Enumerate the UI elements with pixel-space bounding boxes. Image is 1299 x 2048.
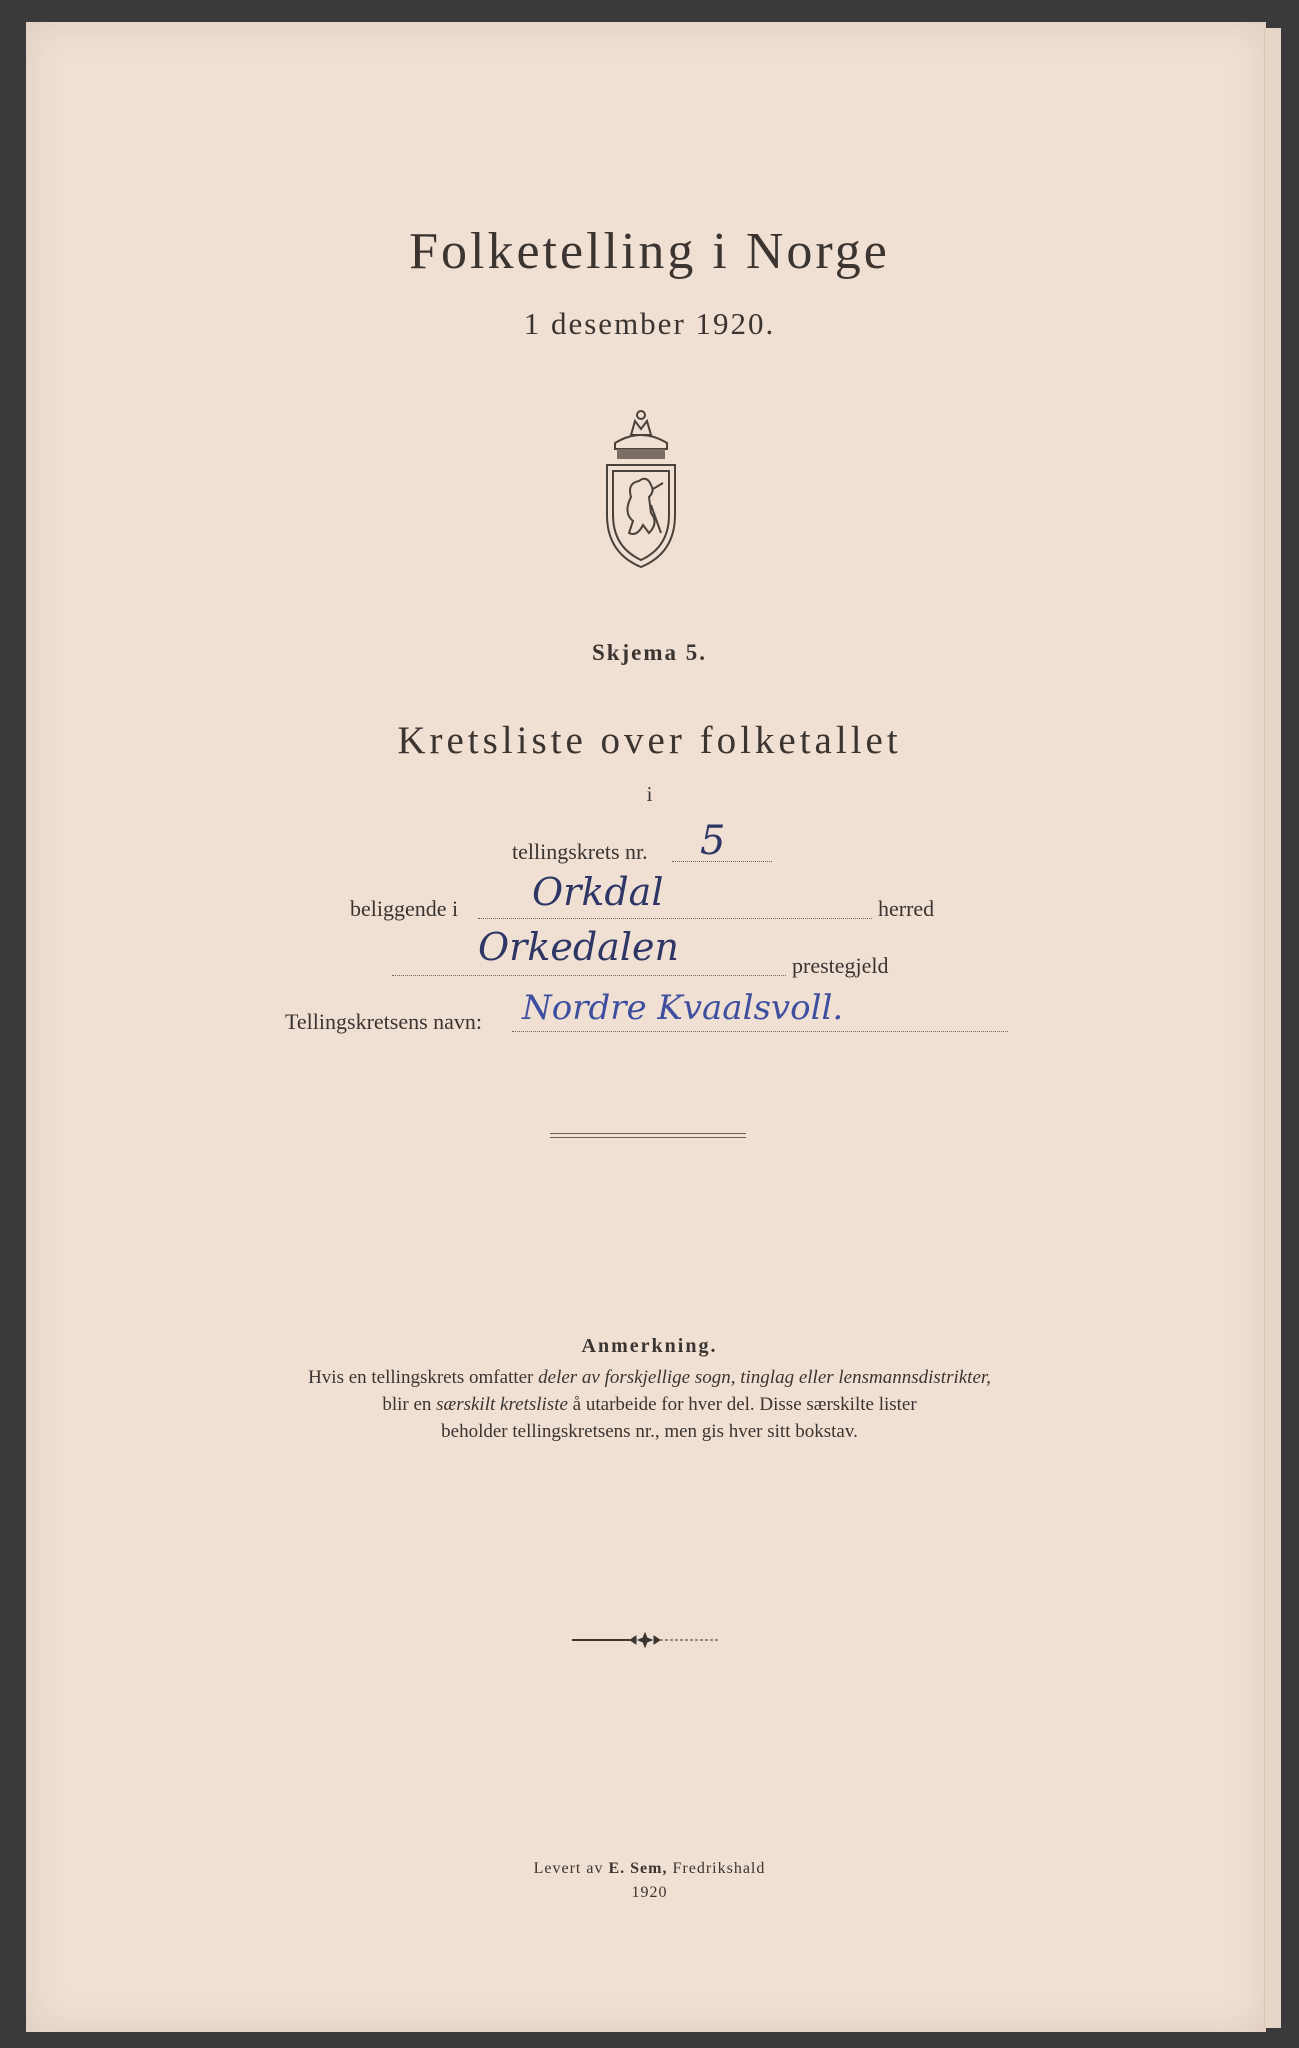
note-line-1 (0, 1364, 1299, 1391)
note-line-2-c: å utarbeide for hver del. Disse særskilte lister (567, 1394, 917, 1415)
note-text (0, 1364, 1299, 1445)
navn-label: Tellingskretsens navn: (285, 1009, 483, 1034)
section-divider (550, 1133, 746, 1138)
list-heading: Kretsliste over folketallet (397, 719, 902, 762)
prestegjeld-line (392, 975, 786, 976)
note-line-2-b: særskilt kretsliste (436, 1394, 568, 1415)
beliggende-line (478, 918, 872, 919)
navn-line (512, 1031, 1008, 1032)
note-line-2 (0, 1391, 1299, 1418)
printer-name: E. Sem, (608, 1860, 668, 1877)
connector-text: i (646, 782, 653, 806)
prestegjeld-value: Orkedalen (478, 925, 679, 969)
note-line-3: beholder tellingskretsens nr., men gis hver sitt bokstav. (441, 1421, 858, 1442)
krets-label: tellingskrets nr. (512, 839, 648, 864)
note-heading: Anmerkning. (581, 1335, 718, 1357)
note-line-1-a: Hvis en tellingskrets omfatter (308, 1367, 539, 1388)
document-title: Folketelling i Norge (409, 223, 890, 280)
census-date: 1 desember 1920. (523, 306, 776, 341)
navn-value: Nordre Kvaalsvoll. (522, 988, 844, 1028)
norway-coat-of-arms-icon (593, 405, 689, 573)
note-line-1-b: deler av forskjellige sogn, tinglag eller lensmannsdistrikter, (538, 1367, 991, 1388)
krets-number: 5 (700, 818, 726, 864)
schema-label: Skjema 5. (591, 640, 708, 665)
printer-line (0, 1860, 1299, 1878)
ornament-divider-icon (570, 1632, 720, 1648)
printer-year: 1920 (631, 1884, 668, 1901)
herred-label: herred (878, 896, 935, 921)
prestegjeld-label: prestegjeld (792, 953, 889, 978)
printer-prefix: Levert av (533, 1860, 609, 1877)
printer-place: Fredrikshald (667, 1860, 766, 1877)
beliggende-label: beliggende i (350, 896, 459, 921)
note-line-2-a: blir en (382, 1394, 437, 1415)
beliggende-value: Orkdal (532, 870, 664, 914)
